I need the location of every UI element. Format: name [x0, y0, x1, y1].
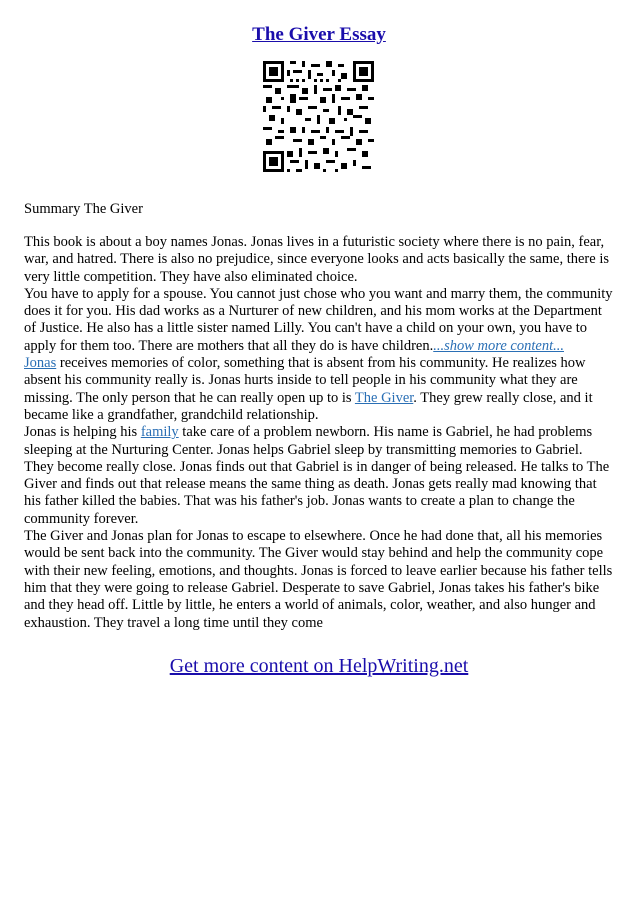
essay-body: [24, 234, 614, 632]
family-link[interactable]: family: [140, 424, 179, 441]
paragraph-3: [24, 355, 614, 424]
paragraph-2: [24, 286, 614, 355]
qr-code-icon: [263, 61, 374, 172]
paragraph-4: [24, 424, 614, 528]
show-more-link[interactable]: ...show more content...: [433, 337, 564, 354]
paragraph-1: This book is about a boy names Jonas. Jonas lives in a futuristic society where there is no pain, fear, war, and hatred. There is also no prejudice, since everyone looks and acts basically the same, there is very little competition. They have also eliminated choice.: [24, 234, 609, 285]
paragraph-4-text-a: Jonas is helping his: [24, 424, 141, 441]
paragraph-2-text: You have to apply for a spouse. You cannot just chose who you want and marry them, the community does it for you. His dad works as a Nurturer of new children, and his mom works at the Department of Justice. He also has a little sister named Lilly. You can't have a child on your own, you have to apply for them too. There are mothers that all they do is have children.: [24, 285, 613, 354]
page-title-link[interactable]: The Giver Essay: [252, 24, 386, 45]
the-giver-link[interactable]: The Giver: [354, 389, 414, 406]
paragraph-5: The Giver and Jonas plan for Jonas to escape to elsewhere. Once he had done that, all his memories would be sent back into the community. The Giver would stay behind and help the community cope with their new feeling, emotions, and thoughts. Jonas is forced to leave earlier because his father tells him that they were going to release Gabriel. Desperate to save Gabriel, Jonas takes his father's bike and they head off. Little by little, he enters a world of animals, color, weather, and also hunger and exhaustion. They travel a long time until they come: [24, 528, 613, 631]
paragraph-4-text-b: take care of a problem newborn. His name is Gabriel, he had problems sleeping at the Nurturing Center. Jonas helps Gabriel sleep by transmitting memories to Gabriel. They become really close. Jonas finds out that Gabriel is in danger of being released. He talks to The Giver and finds out that release means the same thing as death. Jonas gets really mad knowing that his father killed the babies. That was his father's job. Jonas wants to create a plan to change the community forever.: [24, 424, 610, 527]
paragraph-3-text-b: . They grew really close, and it became like a grandfather, grandchild relationship.: [24, 389, 593, 423]
helpwriting-link[interactable]: Get more content on HelpWriting.net: [169, 655, 469, 677]
paragraph-3-text-a: receives memories of color, something that is absent from his community. He realizes how absent his community really is. Jonas hurts inside to tell people in his community what they are missing. The only person that he can really open up to is: [24, 355, 586, 406]
summary-heading: Summary The Giver: [24, 201, 143, 217]
jonas-link[interactable]: Jonas: [24, 355, 57, 372]
